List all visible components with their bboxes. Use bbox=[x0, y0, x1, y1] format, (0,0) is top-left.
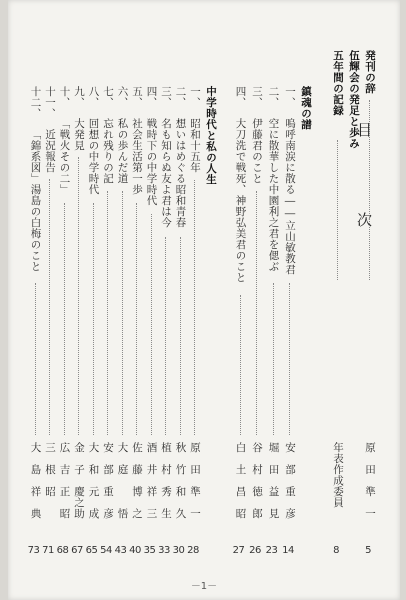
toc-entry-author: 堀 田 益 見 bbox=[267, 442, 280, 519]
toc-entry-page: 67 bbox=[71, 545, 83, 556]
leader-dots bbox=[64, 203, 65, 436]
toc-entry-author: 佐 藤 博 之 bbox=[131, 442, 143, 519]
toc-entry-number: 二、 bbox=[267, 86, 280, 108]
toc-entry-page: 23 bbox=[265, 545, 278, 556]
leader-dots bbox=[93, 203, 94, 436]
toc-entry-author: 谷 村 徳 郎 bbox=[251, 442, 263, 519]
toc-entry-page: 5 bbox=[365, 545, 371, 556]
leader-dots bbox=[240, 295, 241, 436]
toc-entry-page: 30 bbox=[172, 545, 185, 556]
toc-entry-title: 近況報告 bbox=[44, 129, 56, 173]
toc-entry-title: 嗚呼南涙に散る――立山敏教君 bbox=[284, 118, 296, 275]
leader-dots bbox=[35, 283, 36, 436]
toc-entry-author: 安 部 重 彦 bbox=[284, 442, 296, 519]
toc-entry-title: 「戦火その二」 bbox=[58, 118, 71, 195]
toc-entry-title: 昭和十五年 bbox=[189, 118, 201, 173]
toc-entry-number: 一、 bbox=[189, 86, 201, 108]
toc-entry-author: 原 田 準 一 bbox=[189, 442, 201, 519]
toc-entry-page: 28 bbox=[187, 545, 199, 556]
leader-dots bbox=[180, 237, 181, 435]
leader-dots bbox=[78, 157, 79, 436]
toc-entry-page: 71 bbox=[42, 545, 54, 556]
toc-entry-title: 回想の中学時代 bbox=[87, 118, 100, 195]
section-heading-chugaku: 中学時代と私の人生 bbox=[205, 86, 217, 185]
toc-entry-number: 三、 bbox=[251, 86, 263, 108]
page-title: 目 次 bbox=[355, 122, 373, 257]
toc-entry-page: 27 bbox=[232, 545, 245, 556]
toc-entry-hakkan: 発刊の辞 bbox=[364, 50, 376, 94]
toc-entry-page: 26 bbox=[249, 545, 261, 556]
toc-entry-number: 十一、 bbox=[44, 86, 56, 119]
toc-entry-author: 原 田 準 一 bbox=[364, 442, 376, 519]
toc-entry-title: 伊藤君のこと bbox=[251, 118, 263, 184]
toc-entry-author: 広 吉 正 昭 bbox=[58, 442, 71, 519]
toc-entry-number: 一、 bbox=[284, 86, 296, 108]
leader-dots bbox=[369, 100, 370, 280]
toc-entry-number: 二、 bbox=[174, 86, 187, 108]
toc-entry-title: 大発見 bbox=[73, 118, 85, 151]
section-heading-chinkon: 鎮魂の譜 bbox=[300, 86, 312, 130]
toc-entry-author: 白 土 昌 昭 bbox=[234, 442, 247, 519]
leader-dots bbox=[151, 214, 152, 435]
leader-dots bbox=[165, 237, 166, 435]
toc-entry-title: 私の歩んだ道 bbox=[116, 118, 129, 184]
toc-entry-title: 想いはめぐる昭和青春 bbox=[174, 118, 187, 228]
toc-entry-author: 三 根 昭 bbox=[44, 442, 56, 519]
toc-entry-page: 40 bbox=[129, 545, 141, 556]
leader-dots bbox=[136, 203, 137, 436]
toc-entry-author: 大 庭 悟 bbox=[116, 442, 129, 519]
toc-entry-number: 六、 bbox=[116, 86, 129, 108]
toc-entry-page: 54 bbox=[100, 545, 112, 556]
toc-entry-title: 「錦系図」湯島の白梅のこと bbox=[29, 129, 42, 272]
toc-entry-number: 四、 bbox=[145, 86, 158, 108]
toc-entry-number: 九、 bbox=[73, 86, 85, 108]
toc-entry-goki: 伍輝会の発足と歩み bbox=[348, 50, 360, 149]
leader-dots bbox=[122, 191, 123, 435]
leader-dots bbox=[337, 140, 338, 280]
toc-entry-author: 大 島 祥 典 bbox=[29, 442, 42, 519]
toc-entry-number: 五、 bbox=[131, 86, 143, 108]
toc-entry-number: 十二、 bbox=[29, 86, 42, 119]
toc-page bbox=[8, 0, 400, 600]
toc-entry-author: 金 子 慶之助 bbox=[73, 442, 85, 519]
toc-entry-number: 三、 bbox=[160, 86, 172, 108]
toc-entry-page: 68 bbox=[56, 545, 69, 556]
toc-entry-author: 安 部 重 彦 bbox=[102, 442, 114, 519]
leader-dots bbox=[194, 180, 195, 436]
toc-entry-nenpyo: 五年間の記録 bbox=[332, 50, 344, 116]
leader-dots bbox=[256, 191, 257, 435]
toc-entry-title: 社会生活第一歩 bbox=[131, 118, 143, 195]
toc-entry-title: 忘れ残りの記 bbox=[102, 118, 114, 184]
toc-entry-title: 名も知らぬ友よ君は今 bbox=[160, 118, 172, 228]
toc-entry-number: 七、 bbox=[102, 86, 114, 108]
toc-entry-author: 年表作成委員 bbox=[332, 442, 344, 508]
toc-entry-title: 空に散華した中園利之君を偲ぶ bbox=[267, 118, 280, 272]
toc-entry-author: 植 村 秀 生 bbox=[160, 442, 172, 519]
toc-entry-page: 35 bbox=[143, 545, 156, 556]
toc-entry-number: 四、 bbox=[234, 86, 247, 108]
toc-entry-page: 33 bbox=[158, 545, 170, 556]
toc-entry-author: 酒 井 祥 三 bbox=[145, 442, 158, 519]
toc-entry-page: 65 bbox=[85, 545, 98, 556]
toc-entry-title: 戦時下の中学時代 bbox=[145, 118, 158, 206]
toc-entry-page: 73 bbox=[27, 545, 40, 556]
toc-entry-number: 八、 bbox=[87, 86, 100, 108]
toc-entry-number: 十、 bbox=[58, 86, 71, 108]
toc-entry-page: 8 bbox=[333, 545, 339, 556]
leader-dots bbox=[49, 179, 50, 435]
toc-entry-page: 14 bbox=[282, 545, 294, 556]
toc-entry-page: 43 bbox=[114, 545, 127, 556]
leader-dots bbox=[273, 283, 274, 435]
toc-entry-author: 大 和 元 成 bbox=[87, 442, 100, 519]
toc-entry-author: 秋 竹 和 久 bbox=[174, 442, 187, 519]
leader-dots bbox=[289, 283, 290, 435]
toc-entry-title: 大刀洗で戦死、神野弘美君のこと bbox=[234, 118, 247, 283]
leader-dots bbox=[107, 191, 108, 435]
page-number: －1－ bbox=[190, 581, 218, 592]
